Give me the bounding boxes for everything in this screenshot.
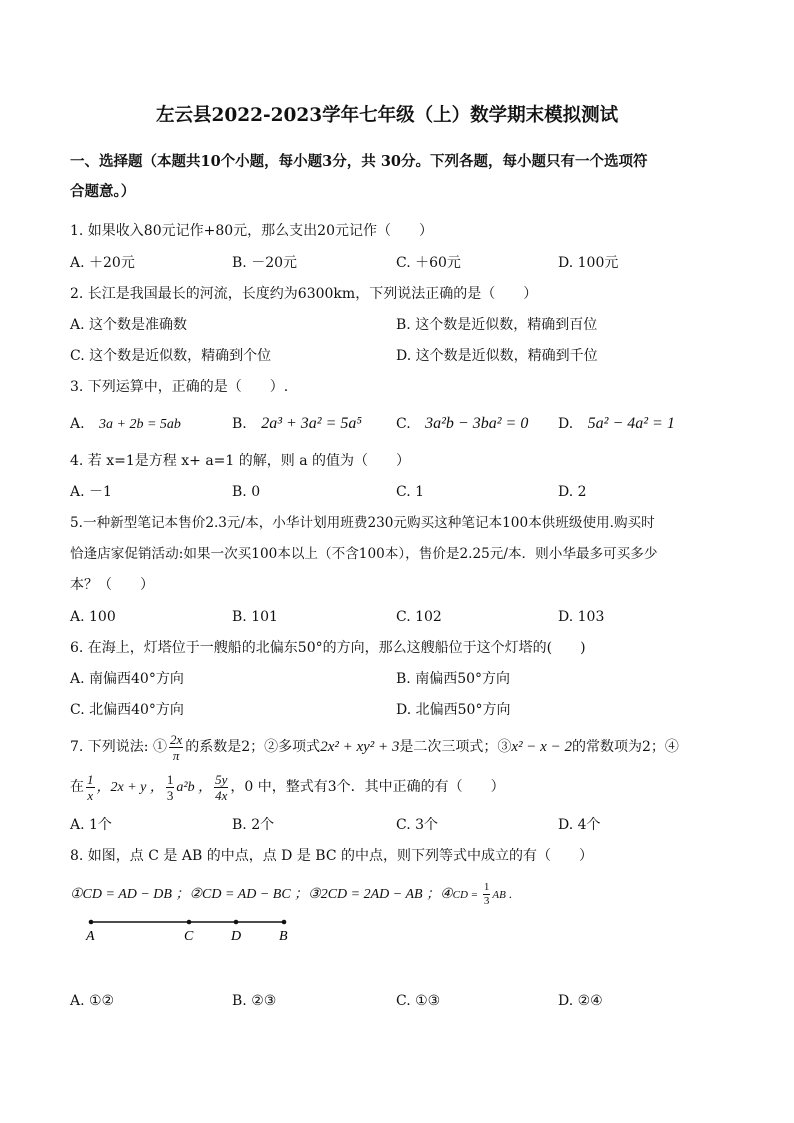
- question-4-option-b: B. 0: [232, 484, 261, 500]
- expr-2x-plus-y: ，2x + y ，: [96, 780, 164, 795]
- question-3-stem: 3. 下列运算中，正确的是（ ）.: [70, 379, 289, 395]
- question-5-option-d: D. 103: [558, 609, 605, 625]
- option-c-formula: 3a²b − 3ba² = 0: [425, 415, 529, 432]
- question-2-option-d: D. 这个数是近似数，精确到千位: [396, 348, 598, 364]
- question-8-option-a: A. ①②: [70, 993, 115, 1009]
- option-d-formula: 5a² − 4a² = 1: [587, 415, 675, 432]
- segment-diagram: [80, 912, 310, 944]
- question-8-option-b: B. ②③: [232, 993, 277, 1009]
- option-d-label: D.: [558, 416, 574, 432]
- section-header-line1: 一、选择题（本题共10个小题，每小题3分，共 30分。下列各题，每小题只有一个选项符: [70, 153, 648, 170]
- point-c-label: C: [184, 929, 194, 944]
- question-4-option-d: D. 2: [558, 484, 587, 500]
- question-8-option-d: D. ②④: [558, 993, 603, 1009]
- question-6-stem: 6. 在海上，灯塔位于一艘船的北偏东50°的方向，那么这艘船位于这个灯塔的( ): [70, 640, 586, 656]
- question-3-option-c: [396, 415, 528, 433]
- option-c-label: C.: [396, 416, 411, 432]
- eq4-lhs: CD =: [452, 889, 481, 901]
- point-b-dot: [282, 920, 287, 925]
- q7-in: 在: [70, 779, 84, 795]
- question-7-option-b: B. 2个: [232, 817, 275, 833]
- fraction-2x-over-pi: $\frac{2x}{\pi}$: [169, 731, 183, 763]
- point-d-dot: [234, 920, 239, 925]
- question-5-line2: 恰逢店家促销活动:如果一次买100本以上（不含100本），售价是2.25元/本．则小华最多可买多少: [70, 546, 658, 562]
- question-4-option-c: C. 1: [396, 484, 425, 500]
- option-b-formula: 2a³ + 3a² = 5a⁵: [261, 415, 362, 432]
- equation-list: ①CD = AD − DB ；②CD = AD − BC ；③2CD = 2AD − AB ；④: [70, 887, 453, 902]
- q7-text-2: 的系数是2；②多项式: [185, 739, 321, 755]
- question-7-option-a: A. 1个: [70, 817, 112, 833]
- question-1-stem: 1. 如果收入80元记作+80元，那么支出20元记作（ ）: [70, 223, 433, 239]
- question-2-option-c: C. 这个数是近似数，精确到个位: [70, 348, 272, 364]
- question-3-option-b: [232, 415, 362, 433]
- question-2-option-b: B. 这个数是近似数，精确到百位: [396, 317, 598, 333]
- question-6-option-a: A. 南偏西40°方向: [70, 671, 184, 687]
- fraction-1-over-3-eq4: $\frac{1}{3}$: [483, 880, 490, 907]
- point-a-dot: [89, 920, 94, 925]
- question-8-stem: 8. 如图，点 C 是 AB 的中点，点 D 是 BC 的中点，则下列等式中成立的有（ ）: [70, 848, 594, 864]
- page-title: 左云县2022-2023学年七年级（上）数学期末模拟测试: [156, 105, 619, 126]
- question-6-option-c: C. 北偏西40°方向: [70, 702, 184, 718]
- question-7-option-c: C. 3个: [396, 817, 439, 833]
- question-5-option-b: B. 101: [232, 609, 278, 625]
- fraction-1-over-3: $\frac{1}{3}$: [166, 771, 174, 803]
- question-7-line2: [70, 769, 505, 807]
- q7-text-4: 的常数项为2；④: [571, 739, 679, 755]
- question-2-stem: 2. 长江是我国最长的河流，长度约为6300km，下列说法正确的是（ ）: [70, 286, 538, 302]
- fraction-5y-over-4x: $\frac{5y}{4x}$: [215, 771, 228, 803]
- polynomial-formula: 2x² + xy² + 3: [320, 739, 400, 755]
- question-7-option-d: D. 4个: [558, 817, 601, 833]
- question-5-option-c: C. 102: [396, 609, 442, 625]
- question-3-option-d: [558, 415, 675, 433]
- option-a-formula: 3a + 2b = 5ab: [99, 417, 181, 432]
- option-a-label: A.: [70, 416, 85, 432]
- question-1-option-b: B. －20元: [232, 255, 298, 271]
- point-b-label: B: [279, 929, 288, 944]
- question-5-line1: 5.一种新型笔记本售价2.3元/本，小华计划用班费230元购买这种笔记本100本供班级使用.购买时: [70, 515, 655, 531]
- eq4-rhs: AB ．: [492, 889, 520, 901]
- option-b-label: B.: [232, 416, 247, 432]
- fraction-1-over-x: $\frac{1}{x}$: [87, 771, 94, 803]
- point-d-label: D: [231, 929, 242, 944]
- q7-tail: ，0 中，整式有3个．其中正确的有（ ）: [230, 779, 505, 795]
- question-3-option-a: [70, 415, 181, 434]
- section-header-line2: 合题意。）: [70, 183, 136, 200]
- expr-a2b: a²b ，: [176, 780, 213, 795]
- point-a-label: A: [86, 929, 95, 944]
- question-7-line1: [70, 730, 679, 766]
- question-5-line3: 本？（ ）: [70, 577, 154, 593]
- point-c-dot: [187, 920, 192, 925]
- question-1-option-a: A. ＋20元: [70, 255, 135, 271]
- question-6-option-d: D. 北偏西50°方向: [396, 702, 511, 718]
- question-4-option-a: A. －1: [70, 484, 112, 500]
- q7-intro: 7. 下列说法: ①: [70, 739, 167, 755]
- question-6-option-b: B. 南偏西50°方向: [396, 671, 511, 687]
- question-8-option-c: C. ①③: [396, 993, 441, 1009]
- question-8-equations: [70, 880, 520, 909]
- question-1-option-d: D. 100元: [558, 255, 619, 271]
- q7-text-3: 是二次三项式；③: [399, 739, 512, 755]
- polynomial-formula-2: x² − x − 2: [511, 739, 572, 755]
- question-5-option-a: A. 100: [70, 609, 116, 625]
- question-4-stem: 4. 若 x=1是方程 x+ a=1 的解，则 a 的值为（ ）: [70, 453, 410, 469]
- question-2-option-a: A. 这个数是准确数: [70, 317, 188, 333]
- question-1-option-c: C. ＋60元: [396, 255, 461, 271]
